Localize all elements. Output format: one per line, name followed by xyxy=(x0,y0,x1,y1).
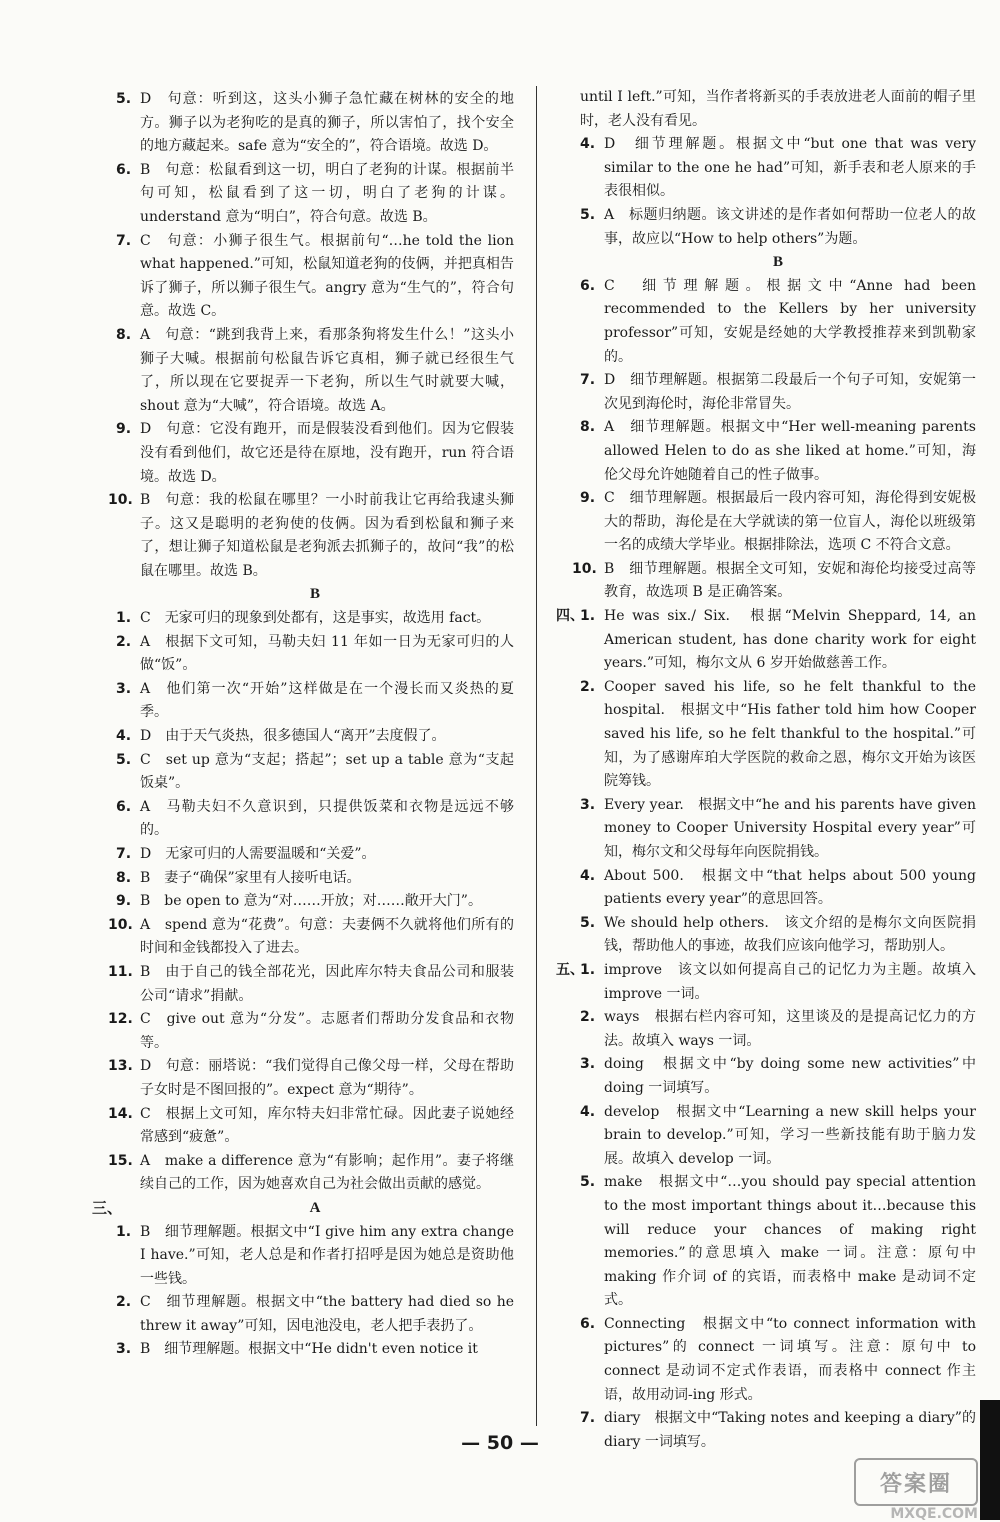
item-number: 7. xyxy=(116,232,132,249)
item-number: 4. xyxy=(580,867,596,884)
answer-item xyxy=(108,489,514,583)
answer-item xyxy=(116,607,514,631)
item-number: 3. xyxy=(580,1056,596,1073)
answer-item xyxy=(116,1291,514,1338)
item-text: D 句意：听到这，这头小狮子急忙藏在树林的安全的地方。狮子以为老狗吃的是真的狮子，所以害怕了，找个安全的地方藏起来。safe 意为“安全的”，符合语境。故选 D。 xyxy=(140,91,514,155)
answer-item xyxy=(580,133,976,204)
item-text: develop 根据文中“Learning a new skill helps your brain to develop.”可知，学习一些新技能有助于脑力发展。故填入 develop 一词。 xyxy=(604,1103,976,1167)
answer-item xyxy=(116,230,514,324)
answer-item xyxy=(580,1171,976,1313)
item-number: 7. xyxy=(116,846,132,862)
item-text: doing 根据文中“by doing some new activities”中 doing 一词填写。 xyxy=(604,1056,976,1096)
section-answer-item xyxy=(556,959,976,1006)
answer-item xyxy=(580,204,976,251)
item-text: A spend 意为“花费”。句意：夫妻俩不久就将他们所有的时间和金钱都投入了进去。 xyxy=(140,916,514,957)
answer-item xyxy=(116,1338,514,1362)
section-letter: A xyxy=(309,1199,321,1216)
item-text: B 妻子“确保”家里有人接听电话。 xyxy=(140,869,361,886)
continued-text: until I left.”可知，当作者将新买的手表放进老人面前的帽子里时，老人没有看见。 xyxy=(580,89,976,129)
item-number: 6. xyxy=(116,161,132,178)
item-number: 7. xyxy=(580,372,596,389)
item-number: 10. xyxy=(572,560,597,577)
column-divider xyxy=(536,86,537,1426)
item-text: B 句意：我的松鼠在哪里？一小时前我让它再给我逮头狮子。这又是聪明的老狗使的伎俩。因为看到松鼠和狮子来了，想让狮子知道松鼠是老狗派去抓狮子的，故问“我”的松鼠在哪里。故选 B。 xyxy=(140,492,514,579)
answer-item xyxy=(580,275,976,369)
answer-item xyxy=(116,631,514,678)
item-text: improve 该文以如何提高自己的记忆力为主题。故填入 improve 一词。 xyxy=(604,961,976,1002)
left-column xyxy=(92,88,514,1362)
item-number: 3. xyxy=(116,680,132,697)
item-number: 9. xyxy=(116,421,132,438)
answer-item xyxy=(116,749,514,796)
answer-item xyxy=(580,676,976,794)
item-number: 2. xyxy=(116,633,132,650)
answer-item xyxy=(580,1101,976,1172)
item-number: 4. xyxy=(580,136,596,153)
item-number: 15. xyxy=(108,1152,133,1169)
item-number: 2. xyxy=(580,678,596,695)
item-text: B 细节理解题。根据文中“I give him any extra change I have.”可知，老人总是和作者打招呼是因为她总是资助他一些钱。 xyxy=(140,1223,514,1287)
item-number: 9. xyxy=(116,893,132,910)
answer-item xyxy=(116,890,514,914)
item-text: B 细节理解题。根据全文可知，安妮和海伦均接受过高等教育，故选项 B 是正确答案。 xyxy=(604,560,976,601)
item-number: 8. xyxy=(116,326,132,343)
item-number: 6. xyxy=(580,1315,596,1332)
item-text: A 句意：“跳到我背上来，看那条狗将发生什么！”这头小狮子大喊。根据前句松鼠告诉它真相，狮子就已经很生气了，所以现在它要捉弄一下老狗，所以生气时就要大喊，shout 意为“大喊”，符合语境。故选 A。 xyxy=(140,326,514,414)
answer-item xyxy=(116,796,514,843)
item-text: We should help others. 该文介绍的是梅尔文向医院捐钱，帮助他人的事迹，故我们应该向他学习，帮助别人。 xyxy=(604,914,976,955)
item-number: 11. xyxy=(108,963,133,980)
item-number: 1. xyxy=(116,1223,132,1240)
item-number: 3. xyxy=(580,796,596,813)
item-number: 2. xyxy=(116,1294,132,1311)
item-text: Cooper saved his life, so he felt thankful to the hospital. 根据文中“His father told him how Cooper saved his life, so he felt thankful to the hospital.”可知，为了感谢库珀大学医院的救命之恩，梅尔文开始为该医院筹钱。 xyxy=(604,678,976,790)
item-number: 4. xyxy=(116,728,132,745)
section-number: 四、 xyxy=(556,608,584,625)
answer-item xyxy=(116,159,514,230)
answer-item xyxy=(116,1221,514,1292)
answer-item xyxy=(580,416,976,487)
answer-item xyxy=(108,1008,514,1055)
item-text: C 无家可归的现象到处都有，这是事实，故选用 fact。 xyxy=(140,610,491,627)
answer-item xyxy=(116,88,514,159)
item-text: C 句意：小狮子很生气。根据前句“…he told the lion what happened.”可知，松鼠知道老狗的伎俩，并把真相告诉了狮子，所以狮子很生气。angry 意为“生气的”，符合句意。故选 C。 xyxy=(140,232,514,320)
answer-item xyxy=(116,418,514,489)
item-number: 9. xyxy=(580,490,596,507)
item-number: 13. xyxy=(108,1058,133,1075)
answer-item xyxy=(108,1150,514,1197)
section-answer-item xyxy=(556,605,976,676)
answer-item xyxy=(580,1006,976,1053)
item-number: 7. xyxy=(580,1410,596,1427)
item-number: 6. xyxy=(116,798,132,815)
answer-item xyxy=(572,558,976,605)
answer-item xyxy=(580,487,976,558)
answer-item xyxy=(108,1055,514,1102)
answer-item xyxy=(580,1313,976,1407)
item-text: About 500. 根据文中“that helps about 500 young patients every year”的意思回答。 xyxy=(604,867,976,908)
item-number: 1. xyxy=(580,961,596,978)
item-text: C 细节理解题。根据最后一段内容可知，海伦得到安妮极大的帮助，海伦是在大学就读的第一位盲人，海伦以班级第一名的成绩大学毕业。根据排除法，选项 C 不符合文意。 xyxy=(604,490,976,554)
section-number: 三、 xyxy=(92,1198,123,1217)
subsection-heading: B xyxy=(772,254,783,271)
subsection-heading: B xyxy=(309,586,320,603)
item-number: 8. xyxy=(116,869,132,886)
item-number: 1. xyxy=(580,608,596,625)
item-text: He was six./ Six. 根据“Melvin Sheppard, 14, an American student, has done charity work for eight years.”可知，梅尔文从 6 岁开始做慈善工作。 xyxy=(604,608,976,672)
item-text: C 细节理解题。根据文中“the battery had died so he threw it away”可知，因电池没电，老人把手表扔了。 xyxy=(140,1294,514,1334)
item-number: 1. xyxy=(116,610,132,627)
item-text: A 细节理解题。根据文中“Her well-meaning parents allowed Helen to do as she liked at home.”可知，海伦父母允许她随着自己的性子做事。 xyxy=(604,419,976,483)
item-text: A 马勒夫妇不久意识到，只提供饭菜和衣物是远远不够的。 xyxy=(140,798,514,839)
answer-item xyxy=(108,914,514,961)
item-number: 10. xyxy=(108,492,133,509)
item-text: B 细节理解题。根据文中“He didn't even notice it xyxy=(140,1341,478,1358)
item-text: D 细节理解题。根据文中“but one that was very similar to the one he had”可知，新手表和老人原来的手表很相似。 xyxy=(604,136,976,200)
answer-item xyxy=(116,678,514,725)
item-number: 5. xyxy=(116,91,132,107)
item-text: diary 根据文中“Taking notes and keeping a diary”的 diary 一词填写。 xyxy=(604,1410,976,1450)
answer-item xyxy=(116,867,514,891)
right-column xyxy=(556,86,976,1454)
section-heading xyxy=(92,1197,514,1221)
item-text: D 无家可归的人需要温暖和“关爱”。 xyxy=(140,846,376,862)
watermark-stamp: 答案圈 xyxy=(854,1458,978,1506)
answer-item xyxy=(116,843,514,867)
edge-bar xyxy=(980,1400,1000,1520)
item-text: B 句意：松鼠看到这一切，明白了老狗的计谋。根据前半句可知，松鼠看到了这一切，明白了老狗的计谋。understand 意为“明白”，符合句意。故选 B。 xyxy=(140,161,514,225)
page-number: — 50 — xyxy=(461,1432,539,1454)
item-text: D 句意：丽塔说：“我们觉得自己像父母一样，父母在帮助子女时是不图回报的”。expect 意为“期待”。 xyxy=(140,1058,514,1098)
item-text: D 由于天气炎热，很多德国人“离开”去度假了。 xyxy=(140,728,446,745)
answer-item xyxy=(580,369,976,416)
watermark-url: MXQE.COM xyxy=(890,1506,978,1522)
answer-item xyxy=(580,1053,976,1100)
item-text: make 根据文中“…you should pay special attention to the most important things about it…because this will reduce your chances of making right memories.”的意思填入 make 一词。注意：原句中 making 作介词 of 的宾语，而表格中 make 是动词不定式。 xyxy=(604,1174,976,1309)
item-number: 12. xyxy=(108,1011,133,1028)
item-number: 5. xyxy=(116,751,132,768)
answer-item xyxy=(580,865,976,912)
answer-item xyxy=(116,324,514,418)
item-text: Connecting 根据文中“to connect information with pictures”的 connect 一词填写。注意：原句中 to connect 是动词不定式作表语，而表格中 connect 作主语，故用动词-ing 形式。 xyxy=(604,1315,976,1403)
answer-item xyxy=(580,794,976,865)
section-number: 五、 xyxy=(556,961,584,978)
item-number: 5. xyxy=(580,1174,596,1191)
item-text: C give out 意为“分发”。志愿者们帮助分发食品和衣物等。 xyxy=(140,1011,514,1051)
item-text: C 根据上文可知，库尔特夫妇非常忙碌。因此妻子说她经常感到“疲惫”。 xyxy=(140,1105,514,1146)
item-text: C set up 意为“支起；搭起”；set up a table 意为“支起饭桌”。 xyxy=(140,751,514,792)
item-number: 4. xyxy=(580,1103,596,1120)
item-text: A 标题归纳题。该文讲述的是作者如何帮助一位老人的故事，故应以“How to help others”为题。 xyxy=(604,206,976,247)
item-number: 2. xyxy=(580,1009,596,1026)
item-number: 6. xyxy=(580,277,596,294)
item-text: D 句意：它没有跑开，而是假装没看到他们。因为它假装没有看到他们，故它还是待在原地，没有跑开，run 符合语境。故选 D。 xyxy=(140,421,514,485)
item-text: A 他们第一次“开始”这样做是在一个漫长而又炎热的夏季。 xyxy=(140,680,514,721)
answer-item xyxy=(116,725,514,749)
answer-item xyxy=(108,1103,514,1150)
item-text: A make a difference 意为“有影响；起作用”。妻子将继续自己的工作，因为她喜欢自己为社会做出贡献的感觉。 xyxy=(140,1152,514,1193)
item-number: 3. xyxy=(116,1341,132,1358)
item-number: 10. xyxy=(108,916,133,933)
item-number: 14. xyxy=(108,1105,133,1122)
item-text: ways 根据右栏内容可知，这里谈及的是提高记忆力的方法。故填入 ways 一词。 xyxy=(604,1009,976,1049)
item-text: C 细节理解题。根据文中“Anne had been recommended to the Kellers by her university professor”可知，安妮是经她的大学教授推荐来到凯勒家的。 xyxy=(604,277,976,365)
answer-item xyxy=(108,961,514,1008)
item-number: 8. xyxy=(580,419,596,436)
item-number: 5. xyxy=(580,206,596,223)
item-number: 5. xyxy=(580,914,596,931)
answer-item xyxy=(580,912,976,959)
item-text: B 由于自己的钱全部花光，因此库尔特夫食品公司和服装公司“请求”捐献。 xyxy=(140,963,514,1004)
item-text: A 根据下文可知，马勒夫妇 11 年如一日为无家可归的人做“饭”。 xyxy=(140,633,514,674)
item-text: B be open to 意为“对……开放；对……敞开大门”。 xyxy=(140,893,482,910)
item-text: Every year. 根据文中“he and his parents have given money to Cooper University Hospital every year”可知，梅尔文和父母每年向医院捐钱。 xyxy=(604,796,976,860)
item-text: D 细节理解题。根据第二段最后一个句子可知，安妮第一次见到海伦时，海伦非常冒失。 xyxy=(604,372,976,412)
